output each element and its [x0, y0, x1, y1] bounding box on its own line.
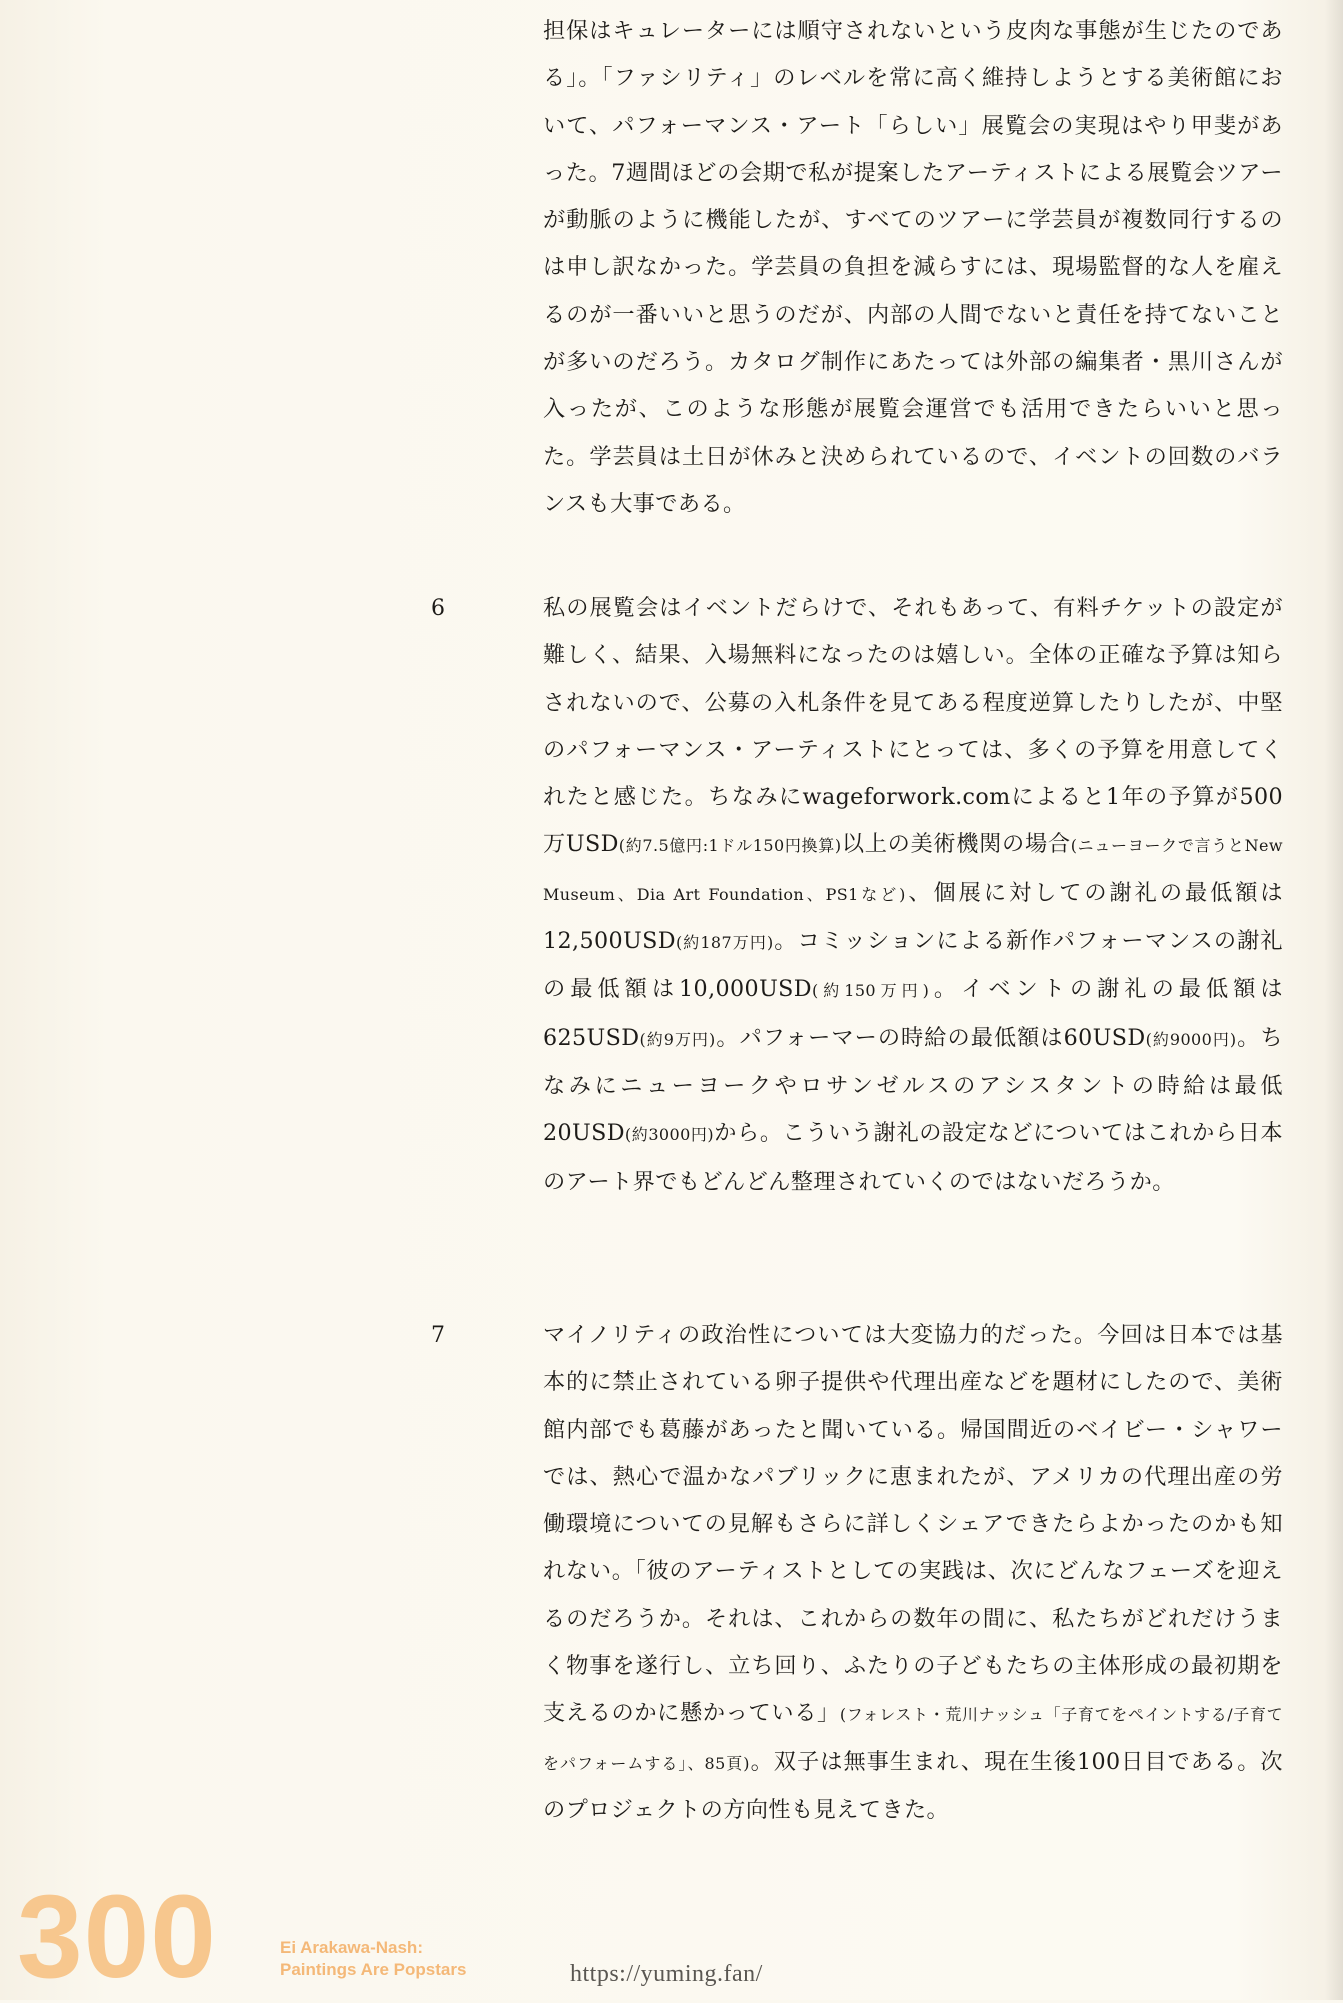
paragraph-text: から。こういう謝礼の設定などについてはこれから日本のアート界でもどんどん整理されていくのではないだろうか。	[543, 1120, 1283, 1195]
paragraph-text: 担保はキュレーターには順守されないという皮肉な事態が生じたのである」。「ファシリティ」のレベルを常に高く維持しようとする美術館において、パフォーマンス・アート「らしい」展覧会の実現はやり甲斐があった。7週間ほどの会期で私が提案したアーティストによる展覧会ツアーが動脈のように機能したが、すべてのツアーに学芸員が複数同行するのは申し訳なかった。学芸員の負担を減らすには、現場監督的な人を雇えるのが一番いいと思うのだが、内部の人間でないと責任を持てないことが多いのだろう。カタログ制作にあたっては外部の編集者・黒川さんが入ったが、このような形態が展覧会運営でも活用できたらいいと思った。学芸員は土日が休みと決められているので、イベントの回数のバランスも大事である。	[543, 18, 1283, 517]
inline-note: (約187万円)	[675, 933, 774, 953]
section-number-7: 7	[431, 1323, 445, 1348]
inline-note: (ニューヨークで言うとNew Museum、Dia Art Foundation、PS1など)	[543, 836, 1283, 904]
section-number-6: 6	[431, 596, 445, 621]
paragraph-text: マイノリティの政治性については大変協力的だった。今回は日本では基本的に禁止されている卵子提供や代理出産などを題材にしたので、美術館内部でも葛藤があったと聞いている。帰国間近のベイビー・シャワーでは、熱心で温かなパブリックに恵まれたが、アメリカの代理出産の労働環境についての見解もさらに詳しくシェアできたらよかったのかも知れない。「彼のアーティストとしての実践は、次にどんなフェーズを迎えるのだろうか。それは、これからの数年の間に、私たちがどれだけうまく物事を遂行し、立ち回り、ふたりの子どもたちの主体形成の最初期を支えるのかに懸かっている」	[543, 1322, 1283, 1727]
paragraph-continued	[543, 8, 1283, 528]
paragraph-text: 。双子は無事生まれ、現在生後100日目である。次のプロジェクトの方向性も見えてきた。	[543, 1748, 1284, 1823]
paragraph-text: 。ちなみにニューヨークやロサンゼルスのアシスタントの時給は最低20USD	[543, 1024, 1283, 1147]
inline-note: (約3000円)	[624, 1125, 715, 1145]
page-edge-shadow	[1325, 0, 1343, 2000]
inline-note: (約150万円)	[811, 981, 930, 1001]
paragraph-text: 、個展に対しての謝礼の最低額は12,500USD	[543, 879, 1283, 955]
paragraph-text: 。コミッションによる新作パフォーマンスの謝礼の最低額は10,000USD	[543, 928, 1283, 1003]
paragraph-section-7	[543, 1312, 1283, 1834]
running-title	[280, 1937, 466, 1981]
paragraph-text: 。パフォーマーの時給の最低額は60USD	[715, 1024, 1146, 1051]
paragraph-text: 私の展覧会はイベントだらけで、それもあって、有料チケットの設定が難しく、結果、入場無料になったのは嬉しい。全体の正確な予算は知らされないので、公募の入札条件を見てある程度逆算したりしたが、中堅のパフォーマンス・アーティストにとっては、多くの予算を用意してくれたと感じた。ちなみにwageforwork.comによると1年の予算が500万USD	[543, 595, 1283, 858]
inline-note: (約9万円)	[639, 1029, 716, 1049]
paragraph-section-6	[543, 585, 1283, 1206]
inline-note: (約7.5億円:1ドル150円換算)	[618, 836, 842, 856]
inline-note: (約9000円)	[1145, 1029, 1237, 1049]
inline-note: (フォレスト・荒川ナッシュ「子育てをペイントする/子育てをパフォームする」、85頁)	[543, 1705, 1284, 1773]
watermark-url: https://yuming.fan/	[570, 1961, 763, 1987]
paragraph-text: 。イベントの謝礼の最低額は625USD	[543, 976, 1283, 1051]
page-number: 300	[17, 1871, 217, 2003]
running-title-line-1: Ei Arakawa-Nash:	[280, 1938, 423, 1957]
paragraph-text: 以上の美術機関の場合	[841, 831, 1071, 858]
running-title-line-2: Paintings Are Popstars	[280, 1960, 467, 1979]
